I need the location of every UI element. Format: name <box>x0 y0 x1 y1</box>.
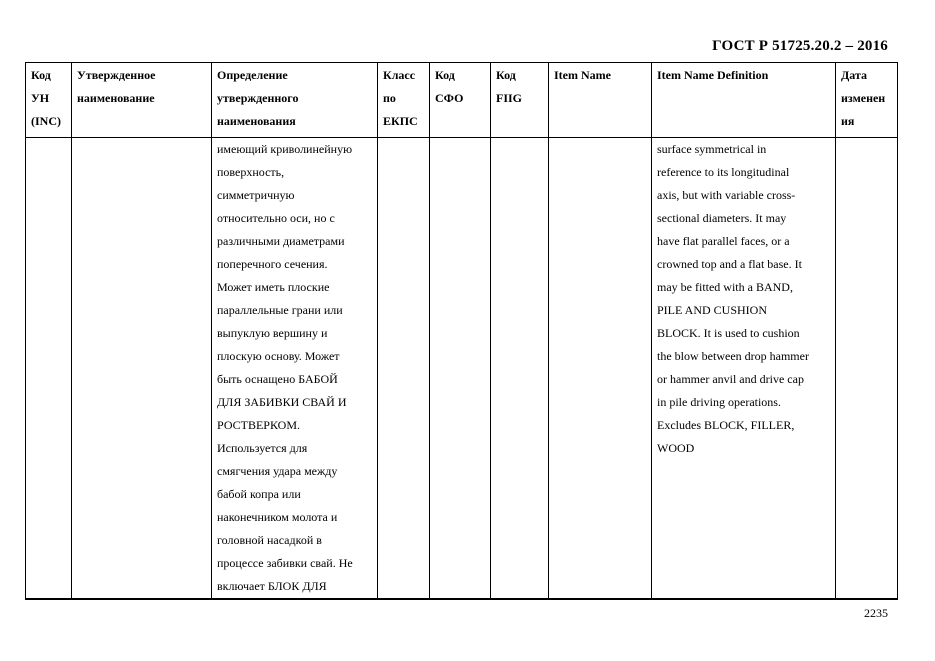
text-line: ДЛЯ ЗАБИВКИ СВАЙ И <box>217 395 347 409</box>
text-line: различными диаметрами <box>217 234 345 248</box>
text-line: ия <box>841 114 855 128</box>
text-line: WOOD <box>657 441 695 455</box>
text-line: BLOCK. It is used to cushion <box>657 326 800 340</box>
col-header-approved-name <box>72 63 212 138</box>
text-line: имеющий криволинейную <box>217 142 353 156</box>
text-line: УН <box>31 91 50 105</box>
text-line: по <box>383 91 396 105</box>
text-line: Определение <box>217 68 288 82</box>
cell-ekps-class <box>378 138 430 600</box>
text-line: Дата <box>841 68 867 82</box>
text-line: Excludes BLOCK, FILLER, <box>657 418 795 432</box>
text-line: относительно оси, но с <box>217 211 335 225</box>
cell-item-name <box>549 138 652 600</box>
text-line: surface symmetrical in <box>657 142 767 156</box>
text-line: изменен <box>841 91 886 105</box>
cell-sfo-code <box>430 138 491 600</box>
col-header-item-name-definition <box>652 63 836 138</box>
text-line: Утвержденное <box>77 68 156 82</box>
text-line: смягчения удара между <box>217 464 338 478</box>
text-line: РОСТВЕРКОМ. <box>217 418 301 432</box>
document-code: ГОСТ Р 51725.20.2 – 2016 <box>712 38 888 54</box>
text-line: in pile driving operations. <box>657 395 781 409</box>
text-line: reference to its longitudinal <box>657 165 790 179</box>
text-line: PILE AND CUSHION <box>657 303 768 317</box>
text-line: Item Name <box>554 68 611 82</box>
text-line: поверхность, <box>217 165 285 179</box>
table-header-row <box>26 63 898 138</box>
col-header-fiig-code <box>491 63 549 138</box>
text-line: Код <box>31 68 51 82</box>
col-header-change-date <box>836 63 898 138</box>
page-number: 2235 <box>864 606 888 620</box>
text-line: головной насадкой в <box>217 533 322 547</box>
text-line: плоскую основу. Может <box>217 349 340 363</box>
text-line: Может иметь плоские <box>217 280 330 294</box>
cell-approved-name <box>72 138 212 600</box>
text-line: утвержденного <box>217 91 299 105</box>
text-line: процессе забивки свай. Не <box>217 556 353 570</box>
text-line: Код <box>496 68 516 82</box>
text-line: включает БЛОК ДЛЯ <box>217 579 327 593</box>
cell-change-date <box>836 138 898 600</box>
text-line: бабой копра или <box>217 487 301 501</box>
text-line: СФО <box>435 91 464 105</box>
classification-table <box>25 62 898 600</box>
text-line: быть оснащено БАБОЙ <box>217 372 338 386</box>
col-header-ekps-class <box>378 63 430 138</box>
cell-definition-en <box>652 138 836 600</box>
text-line: crowned top and a flat base. It <box>657 257 802 271</box>
text-line: have flat parallel faces, or a <box>657 234 790 248</box>
cell-inc-code <box>26 138 72 600</box>
text-line: or hammer anvil and drive cap <box>657 372 804 386</box>
cell-fiig-code <box>491 138 549 600</box>
col-header-item-name <box>549 63 652 138</box>
text-line: Класс <box>383 68 416 82</box>
col-header-sfo-code <box>430 63 491 138</box>
col-header-definition-ru <box>212 63 378 138</box>
text-line: Используется для <box>217 441 308 455</box>
text-line: sectional diameters. It may <box>657 211 787 225</box>
text-line: параллельные грани или <box>217 303 343 317</box>
text-line: may be fitted with a BAND, <box>657 280 793 294</box>
text-line: (INC) <box>31 114 61 128</box>
cell-definition-ru <box>212 138 378 600</box>
col-header-inc-code <box>26 63 72 138</box>
text-line: ЕКПС <box>383 114 418 128</box>
text-line: Item Name Definition <box>657 68 769 82</box>
text-line: axis, but with variable cross- <box>657 188 796 202</box>
text-line: поперечного сечения. <box>217 257 328 271</box>
text-line: the blow between drop hammer <box>657 349 809 363</box>
text-line: Код <box>435 68 455 82</box>
text-line: симметричную <box>217 188 295 202</box>
text-line: наименования <box>217 114 296 128</box>
text-line: наконечником молота и <box>217 510 338 524</box>
text-line: выпуклую вершину и <box>217 326 328 340</box>
text-line: FIIG <box>496 91 523 105</box>
text-line: наименование <box>77 91 155 105</box>
table-row <box>26 138 898 600</box>
